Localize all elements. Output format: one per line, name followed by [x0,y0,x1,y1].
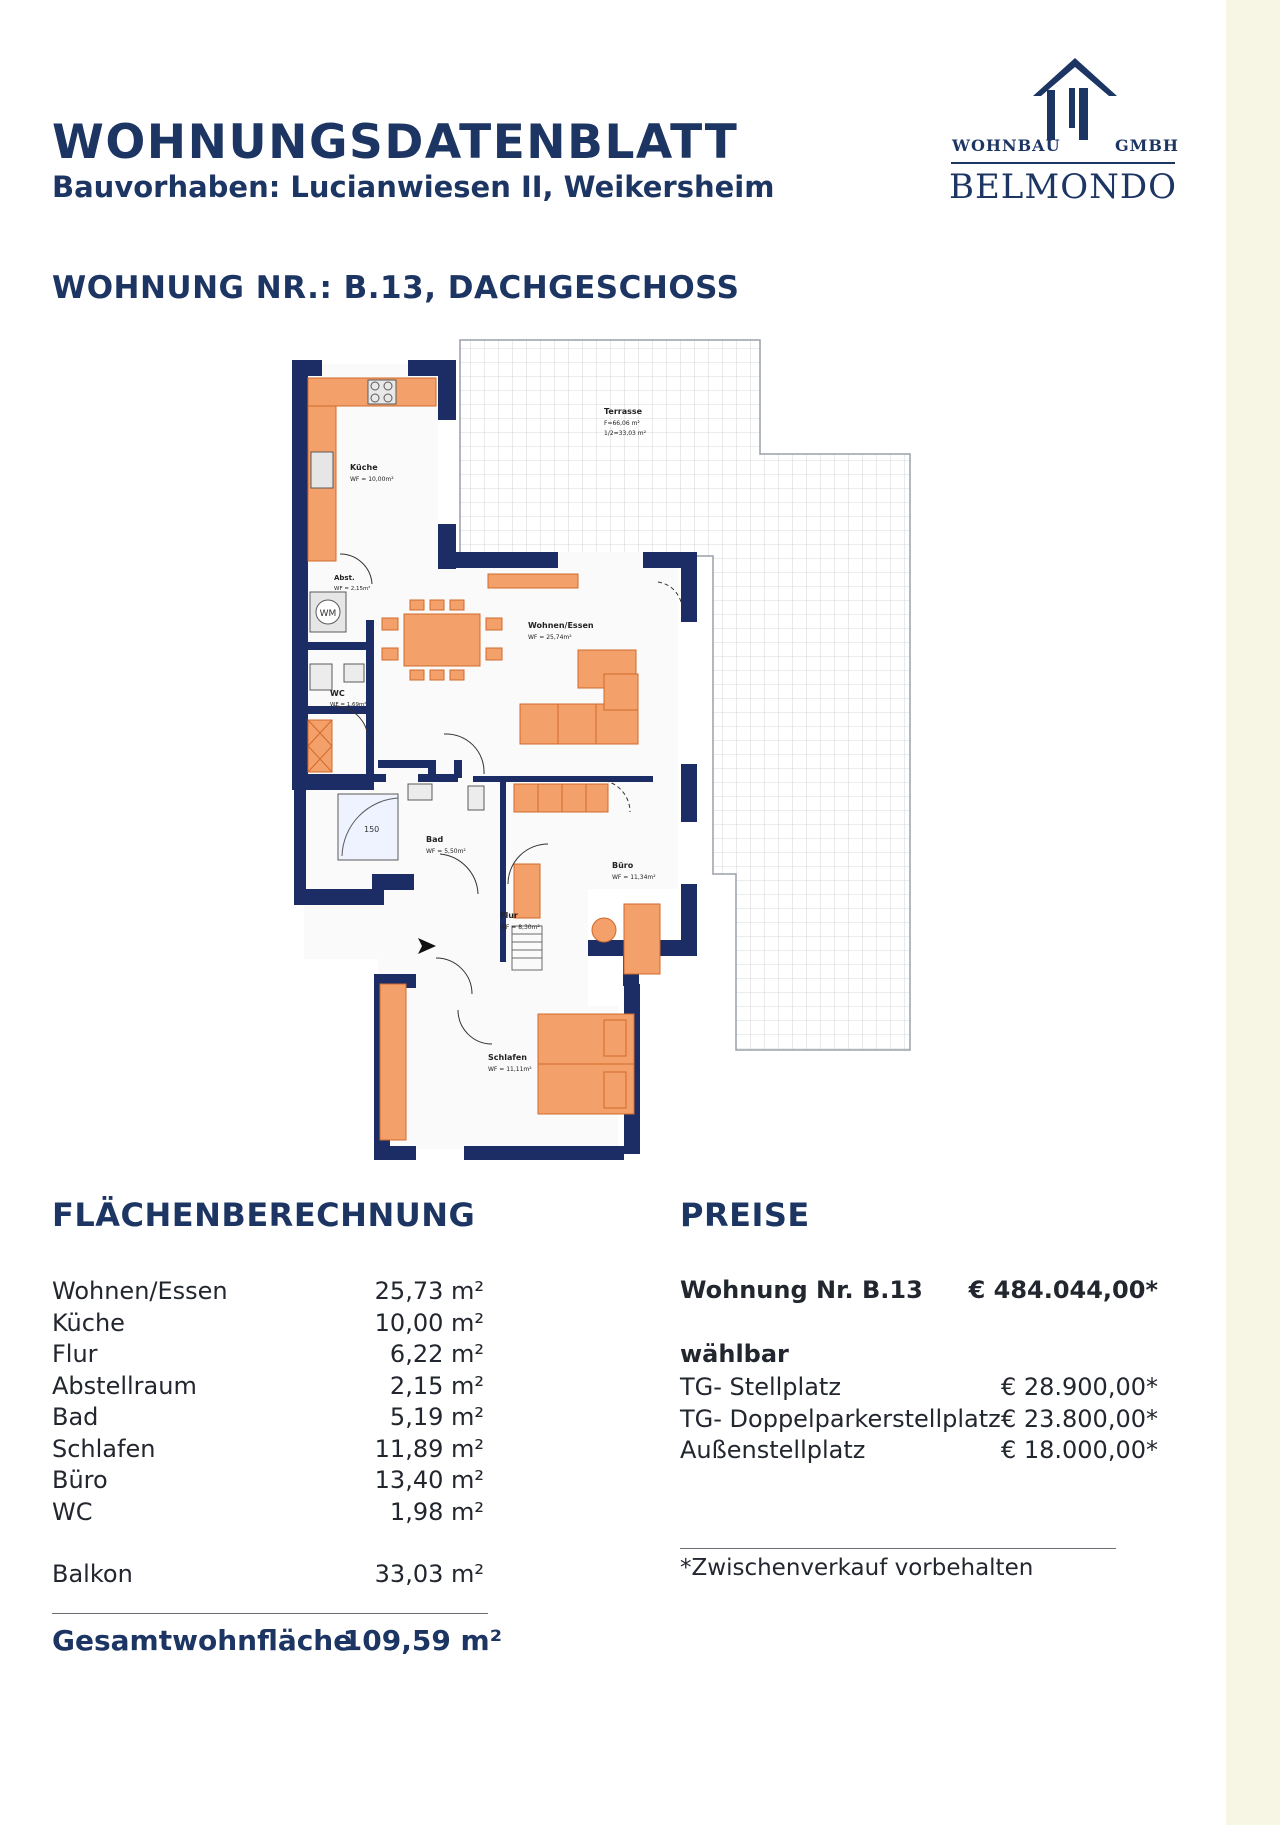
apartment-price-row [680,1276,1158,1310]
tv-board [488,574,578,588]
svg-text:WF = 1,69m²: WF = 1,69m² [330,702,367,708]
area-value: 13,40 m² [374,1466,484,1494]
svg-text:Schlafen: Schlafen [488,1053,527,1062]
area-row [52,1497,488,1529]
total-label: Gesamtwohnfläche [52,1624,353,1657]
price-label: TG- Stellplatz [680,1373,841,1401]
price-label: TG- Doppelparkerstellplatz [680,1404,1001,1433]
area-value: 25,73 m² [374,1277,484,1305]
svg-text:WF = 10,00m²: WF = 10,00m² [350,476,394,483]
svg-text:Abst.: Abst. [334,574,355,582]
area-label: Büro [52,1466,108,1494]
logo-divider [951,162,1175,164]
svg-text:WF = 5,50m²: WF = 5,50m² [426,848,466,855]
optional-label: wählbar [680,1340,789,1368]
area-value: 1,98 m² [389,1497,484,1526]
kitchen-sink-icon [311,452,333,488]
balcony-value: 33,03 m² [374,1560,484,1588]
balcony-row [52,1559,488,1591]
price-value: € 18.000,00* [1000,1436,1158,1464]
price-heading: PREISE [680,1196,810,1234]
area-label: Wohnen/Essen [52,1277,228,1305]
svg-text:Terrasse: Terrasse [604,407,643,416]
area-row [52,1276,488,1308]
footnote: *Zwischenverkauf vorbehalten [680,1555,1034,1581]
svg-text:WF = 8,30m²: WF = 8,30m² [500,924,540,931]
area-value: 5,19 m² [389,1403,484,1431]
svg-text:Büro: Büro [612,861,634,870]
storage-cabinet [308,720,332,772]
unit-heading: WOHNUNG NR.: B.13, DACHGESCHOSS [52,270,740,306]
floor-plan [288,334,913,1160]
parking-price-list [680,1372,1158,1467]
note-divider [680,1548,1116,1549]
svg-text:150: 150 [364,825,380,834]
total-divider [52,1613,488,1614]
washing-machine-icon [310,592,346,632]
svg-text:WF = 11,34m²: WF = 11,34m² [612,874,656,881]
project-subtitle: Bauvorhaben: Lucianwiesen II, Weikersheim [52,170,775,204]
logo-text-right: GMBH [1115,136,1180,155]
svg-text:WM: WM [319,609,337,619]
price-row [680,1404,1158,1436]
office-desk [592,904,660,974]
area-heading: FLÄCHENBERECHNUNG [52,1196,476,1234]
price-label: Außenstellplatz [680,1436,866,1464]
area-value: 6,22 m² [389,1340,484,1368]
svg-text:Flur: Flur [500,911,518,920]
logo-text-left: WOHNBAU [952,136,1061,155]
svg-text:WF = 2,15m²: WF = 2,15m² [334,586,371,592]
area-label: Schlafen [52,1434,156,1463]
area-value: 10,00 m² [374,1308,484,1337]
area-row [52,1402,488,1434]
apartment-price-value: € 484.044,00* [968,1276,1158,1304]
area-label: Abstellraum [52,1371,197,1400]
svg-text:Bad: Bad [426,835,444,844]
area-row [52,1371,488,1403]
svg-text:WC: WC [330,689,345,698]
company-logo [945,52,1180,212]
area-row [52,1308,488,1340]
area-value: 2,15 m² [389,1371,484,1400]
svg-text:1/2=33,03 m²: 1/2=33,03 m² [604,430,647,437]
svg-text:Küche: Küche [350,463,378,472]
price-value: € 23.800,00* [1000,1404,1158,1433]
total-row [52,1624,502,1660]
svg-text:F=66,06 m²: F=66,06 m² [604,420,640,427]
logo-brand: BELMONDO [949,167,1177,207]
stove-icon [368,380,396,404]
side-strip [1226,0,1280,1825]
svg-text:WF = 11,11m²: WF = 11,11m² [488,1066,532,1073]
area-label: Bad [52,1403,99,1431]
area-value: 11,89 m² [374,1434,484,1463]
area-label: WC [52,1497,93,1526]
page-title: WOHNUNGSDATENBLATT [52,115,739,170]
total-value: 109,59 m² [342,1624,502,1657]
area-label: Flur [52,1340,98,1368]
area-table [52,1276,488,1591]
apartment-price-label: Wohnung Nr. B.13 [680,1276,923,1304]
area-row [52,1465,488,1497]
balcony-label: Balkon [52,1560,133,1588]
area-row [52,1434,488,1466]
svg-text:Wohnen/Essen: Wohnen/Essen [528,621,594,630]
svg-text:WF = 25,74m²: WF = 25,74m² [528,634,572,641]
price-row [680,1372,1158,1404]
price-value: € 28.900,00* [1000,1373,1158,1401]
area-label: Küche [52,1308,125,1337]
price-row [680,1435,1158,1467]
area-row [52,1339,488,1371]
